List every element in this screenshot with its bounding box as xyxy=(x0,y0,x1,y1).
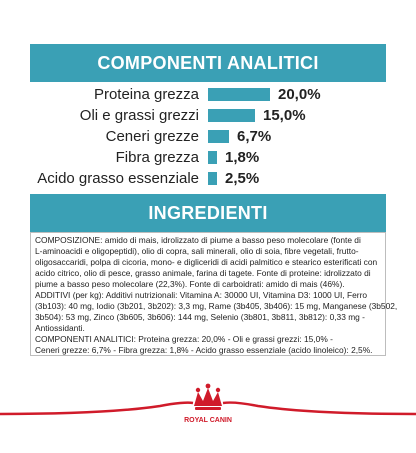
footer xyxy=(0,366,416,453)
ingredients-line: 3b504): 53 mg, Zinco (3b605, 3b606): 144 mg, Selenio (3b801, 3b811, 3b812): 0,33 mg - xyxy=(35,312,365,322)
analytics-header xyxy=(30,44,386,82)
logo-text: ROYAL CANIN xyxy=(184,417,232,424)
ingredients-line: COMPONENTI ANALITICI: Proteina grezza: 20,0% - Oli e grassi grezzi: 15,0% - xyxy=(35,334,333,344)
analytics-chart xyxy=(0,84,416,190)
ingredients-line: Ceneri grezze: 6,7% - Fibra grezza: 1,8% - Acido grasso essenziale (acido linoleico): 2,5%. xyxy=(35,345,373,355)
ingredients-line: ADDITIVI (per kg): Additivi nutrizionali: Vitamina A: 30000 UI, Vitamina D3: 1000 UI, Ferro xyxy=(35,290,368,300)
analytics-row-bar xyxy=(208,109,255,122)
analytics-row-value: 6,7% xyxy=(237,128,272,145)
analytics-row-label: Ceneri grezze xyxy=(105,128,199,145)
analytics-row-bar xyxy=(208,172,217,185)
ingredients-line: Antiossidanti. xyxy=(35,323,85,333)
analytics-row-label: Acido grasso essenziale xyxy=(37,170,199,187)
analytics-row xyxy=(0,126,416,147)
ingredients-box xyxy=(30,232,398,356)
ingredients-line: L-aminoacidi e oligopeptidi), olio di copra, sali minerali, olio di soia, fibre vegetali, frutto- xyxy=(35,246,359,256)
analytics-title: COMPONENTI ANALITICI xyxy=(97,52,319,73)
ingredients-line: (3b103): 40 mg, Iodio (3b201, 3b202): 3,3 mg, Rame (3b405, 3b406): 15 mg, Manganese (3b502, xyxy=(35,301,398,311)
analytics-row-value: 1,8% xyxy=(225,149,260,166)
analytics-row xyxy=(0,147,416,168)
ingredients-line: COMPOSIZIONE: amido di mais, idrolizzato di piume a basso peso molecolare (fonte di xyxy=(35,235,361,245)
ingredients-header xyxy=(30,194,386,232)
ingredients-line: acido citrico, olio di pesce, grasso animale, farina di tagete. Fonte di proteine: idrolizzato di xyxy=(35,268,371,278)
analytics-row-value: 20,0% xyxy=(278,86,321,103)
analytics-row xyxy=(0,168,416,189)
analytics-row-label: Fibra grezza xyxy=(115,149,199,166)
ingredients-text xyxy=(35,235,398,356)
analytics-row-value: 2,5% xyxy=(225,170,260,187)
ingredients-line: piume a basso peso molecolare (22,3%). Fonte di carboidrati: amido di mais (46%). xyxy=(35,279,345,289)
analytics-row-bar xyxy=(208,130,229,143)
ingredients-title: INGREDIENTI xyxy=(148,202,268,223)
royal-canin-logo-icon xyxy=(0,366,416,453)
ingredients-line: oligosaccaridi, polpa di cicoria, mono- e digliceridi di acidi palmitico e stearico esterificati con xyxy=(35,257,378,267)
analytics-row xyxy=(0,84,416,105)
analytics-row xyxy=(0,105,416,126)
analytics-row-bar xyxy=(208,151,217,164)
analytics-row-label: Proteina grezza xyxy=(93,86,199,103)
analytics-row-bar xyxy=(208,88,270,101)
analytics-row-label: Oli e grassi grezzi xyxy=(79,107,199,124)
analytics-row-value: 15,0% xyxy=(263,107,306,124)
